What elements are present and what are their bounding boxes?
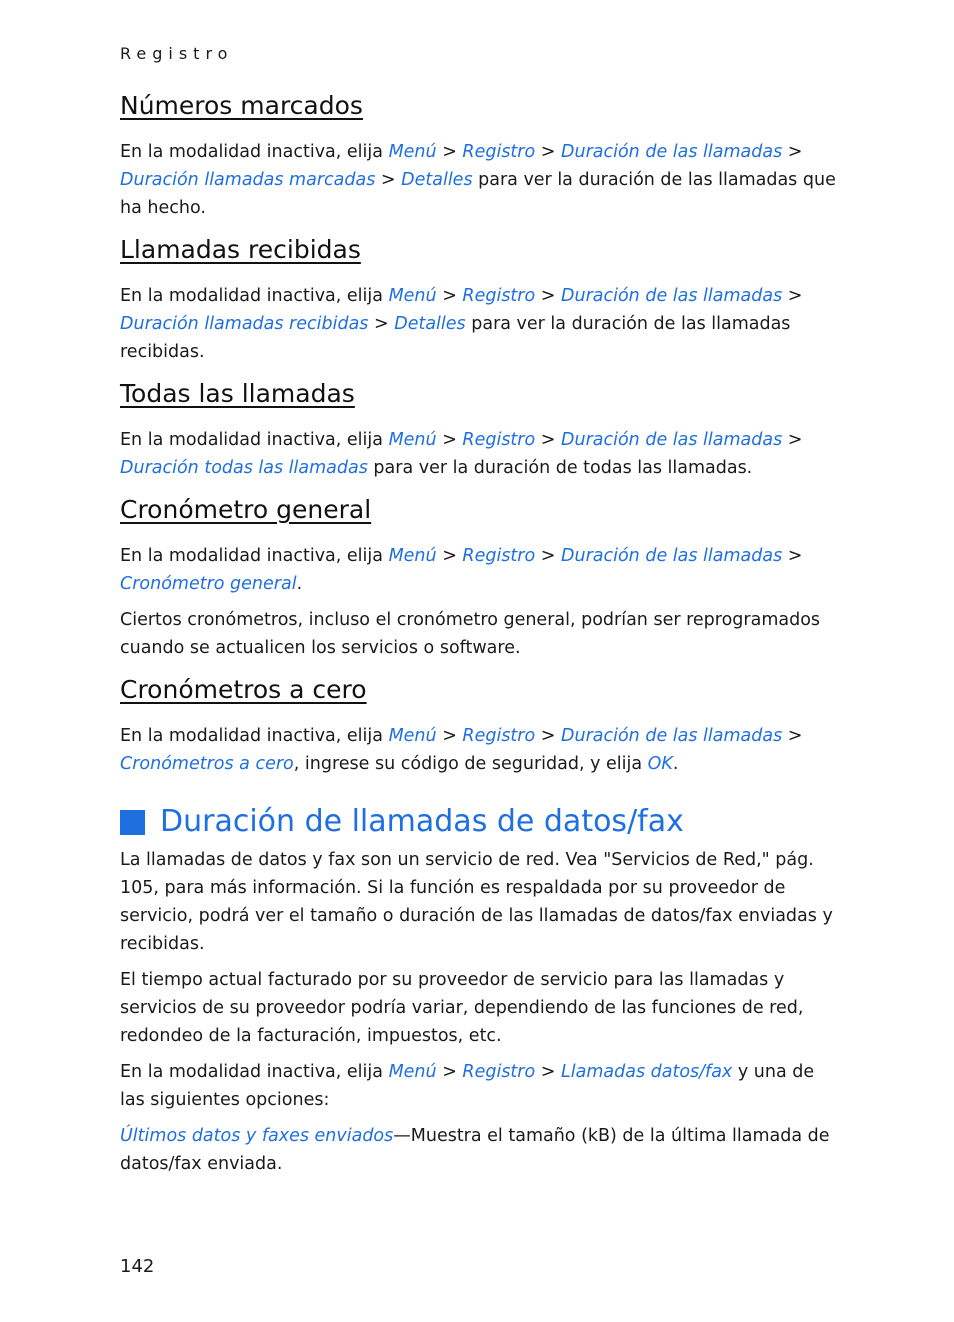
duracion-link[interactable]: Duración de las llamadas (561, 546, 783, 566)
datafax-paragraph-3 (120, 1058, 840, 1114)
target-link[interactable]: Duración todas las llamadas (120, 458, 368, 478)
registro-link[interactable]: Registro (462, 430, 536, 450)
square-bullet-icon (120, 810, 145, 835)
tail-text: para ver la duración de las llamadas recibidas. (120, 314, 791, 362)
intro-text: En la modalidad inactiva, elija (120, 726, 383, 746)
section-note: Ciertos cronómetros, incluso el cronómetro general, podrían ser reprogramados cuando se actualicen los servicios o software. (120, 610, 821, 658)
separator: > (436, 546, 463, 566)
target-link[interactable]: Cronómetro general (120, 574, 297, 594)
section-body (120, 722, 840, 778)
intro-text: En la modalidad inactiva, elija (120, 142, 383, 162)
separator: > (782, 726, 803, 746)
registro-link[interactable]: Registro (462, 546, 536, 566)
duracion-link[interactable]: Duración de las llamadas (561, 142, 783, 162)
tail-text: para ver la duración de las llamadas que ha hecho. (120, 170, 836, 218)
target-link[interactable]: Duración llamadas recibidas (120, 314, 369, 334)
separator: > (535, 142, 561, 162)
menu-link[interactable]: Menú (388, 546, 437, 566)
separator: > (782, 430, 803, 450)
section-cronometros-a-cero (120, 670, 840, 778)
registro-link[interactable]: Registro (462, 1062, 536, 1082)
target-link[interactable]: Duración llamadas marcadas (120, 170, 376, 190)
intro-text: En la modalidad inactiva, elija (120, 1062, 383, 1082)
page-content (120, 86, 840, 1186)
datafax-paragraph-2: El tiempo actual facturado por su proveedor de servicio para las llamadas y servicios de su proveedor podría variar, dependiendo de las funciones de red, redondeo de la facturación, impuestos, etc. (120, 970, 804, 1046)
menu-link[interactable]: Menú (388, 286, 437, 306)
separator: > (535, 430, 561, 450)
intro-text: En la modalidad inactiva, elija (120, 286, 383, 306)
section-llamadas-recibidas (120, 230, 840, 366)
end-text: . (672, 754, 679, 774)
separator: > (436, 142, 463, 162)
separator: > (535, 726, 561, 746)
option-desc: —Muestra el tamaño (kB) de la última llamada de datos/fax enviada. (120, 1126, 830, 1174)
datafax-paragraph-1: La llamadas de datos y fax son un servicio de red. Vea "Servicios de Red," pág. 105, para más información. Si la función es respaldada por su proveedor de servicio, podrá ver el tamaño o duración de las llamadas de datos/fax enviadas y recibidas. (120, 850, 833, 954)
ok-link[interactable]: OK (647, 754, 673, 774)
section-numeros-marcados (120, 86, 840, 222)
separator: > (436, 726, 463, 746)
page-number: 142 (120, 1256, 155, 1277)
section-body (120, 426, 840, 482)
registro-link[interactable]: Registro (462, 286, 536, 306)
separator: > (535, 546, 561, 566)
duracion-link[interactable]: Duración de las llamadas (561, 430, 783, 450)
separator: > (782, 142, 803, 162)
duracion-link[interactable]: Duración de las llamadas (561, 726, 783, 746)
separator: > (535, 286, 561, 306)
registro-link[interactable]: Registro (462, 142, 536, 162)
datos-fax-link[interactable]: Llamadas datos/fax (561, 1062, 733, 1082)
datafax-heading-row (120, 802, 840, 842)
menu-link[interactable]: Menú (388, 430, 437, 450)
separator: > (436, 430, 463, 450)
target-link[interactable]: Cronómetros a cero (120, 754, 294, 774)
mid-text: , ingrese su código de seguridad, y elija (293, 754, 648, 774)
section-body (120, 542, 840, 598)
section-title: Cronómetros a cero (120, 675, 367, 704)
option-link[interactable]: Últimos datos y faxes enviados (120, 1126, 394, 1146)
duracion-link[interactable]: Duración de las llamadas (561, 286, 783, 306)
separator: > (782, 546, 803, 566)
separator: > (436, 1062, 463, 1082)
section-title: Llamadas recibidas (120, 235, 361, 264)
datafax-title: Duración de llamadas de datos/fax (160, 804, 684, 839)
datafax-option (120, 1122, 840, 1178)
tail-text: para ver la duración de todas las llamadas. (367, 458, 753, 478)
tail-text: . (296, 574, 303, 594)
section-todas-las-llamadas (120, 374, 840, 482)
intro-text: En la modalidad inactiva, elija (120, 546, 383, 566)
tail-text: y una de las siguientes opciones: (120, 1062, 815, 1110)
menu-link[interactable]: Menú (388, 1062, 437, 1082)
detalles-link[interactable]: Detalles (394, 314, 466, 334)
separator: > (535, 1062, 561, 1082)
separator: > (375, 170, 402, 190)
section-cronometro-general (120, 490, 840, 662)
menu-link[interactable]: Menú (388, 726, 437, 746)
section-body (120, 282, 840, 366)
registro-link[interactable]: Registro (462, 726, 536, 746)
intro-text: En la modalidad inactiva, elija (120, 430, 383, 450)
section-title: Todas las llamadas (120, 379, 355, 408)
section-body (120, 138, 840, 222)
section-title: Cronómetro general (120, 495, 372, 524)
separator: > (436, 286, 463, 306)
menu-link[interactable]: Menú (388, 142, 437, 162)
separator: > (368, 314, 395, 334)
section-title: Números marcados (120, 91, 363, 120)
running-head: Registro (120, 44, 234, 63)
detalles-link[interactable]: Detalles (401, 170, 473, 190)
separator: > (782, 286, 803, 306)
